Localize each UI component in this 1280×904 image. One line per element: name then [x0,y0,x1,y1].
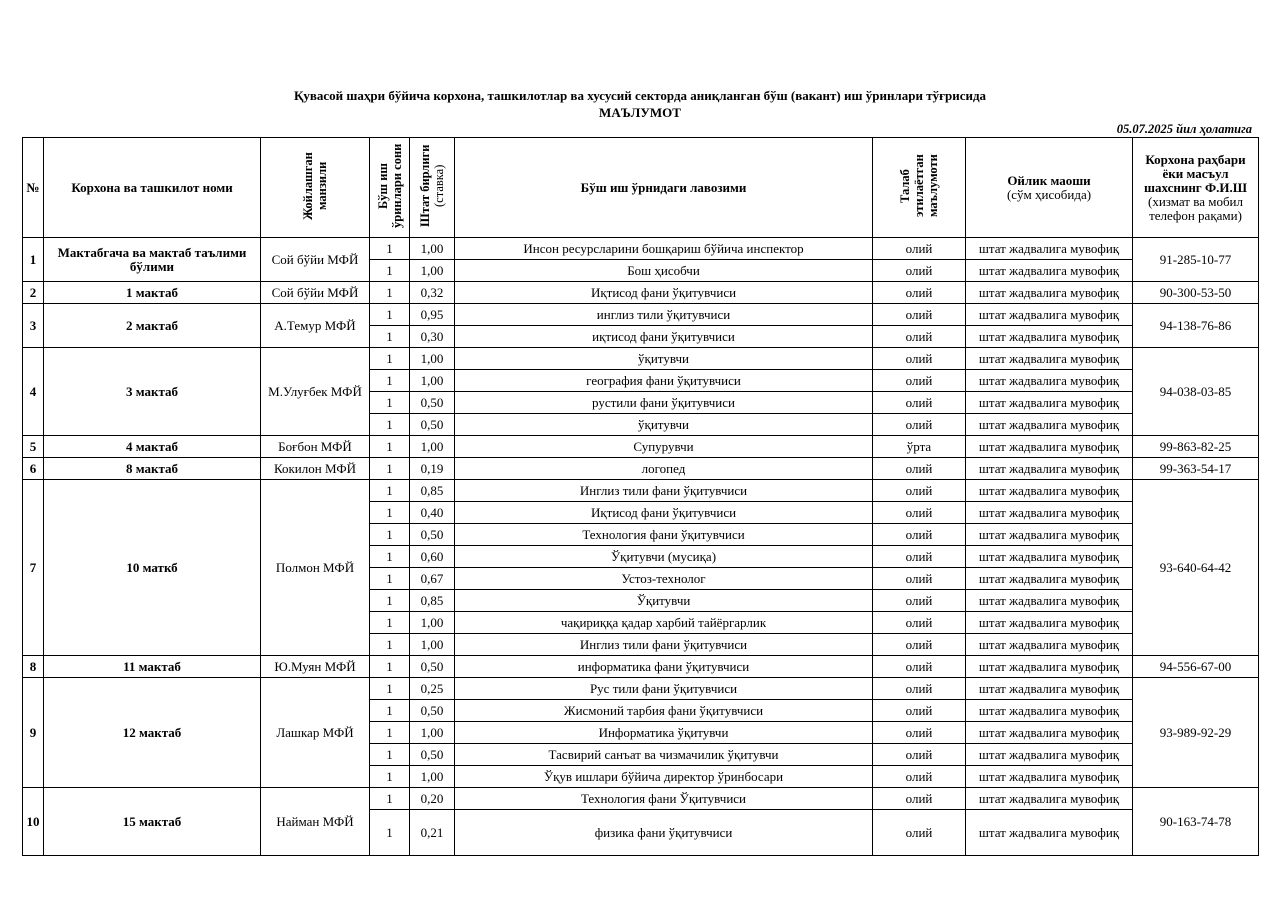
position-title: ўқитувчи [455,348,873,370]
vacancy-count: 1 [370,502,410,524]
position-title: Инсон ресурсларини бошқариш бўйича инспектор [455,238,873,260]
contact-phone: 99-863-82-25 [1133,436,1259,458]
staff-rate: 1,00 [410,348,455,370]
education-requirement: олий [873,678,966,700]
table-row [23,480,1259,502]
salary: штат жадвалига мувофиқ [966,678,1133,700]
staff-rate: 1,00 [410,370,455,392]
report-date: 05.07.2025 йил ҳолатига [1116,122,1252,136]
table-row [23,304,1259,326]
vacancy-count: 1 [370,348,410,370]
education-requirement: олий [873,700,966,722]
org-address: Сой бўйи МФЙ [261,282,370,304]
org-address: Полмон МФЙ [261,480,370,656]
contact-phone: 91-285-10-77 [1133,238,1259,282]
education-requirement: олий [873,546,966,568]
vacancy-count: 1 [370,304,410,326]
contact-phone: 99-363-54-17 [1133,458,1259,480]
org-address: А.Темур МФЙ [261,304,370,348]
salary: штат жадвалига мувофиқ [966,810,1133,856]
salary: штат жадвалига мувофиқ [966,656,1133,678]
position-title: Ўқитувчи (мусиқа) [455,546,873,568]
education-requirement: олий [873,392,966,414]
contact-phone: 94-138-76-86 [1133,304,1259,348]
education-requirement: олий [873,370,966,392]
education-requirement: олий [873,260,966,282]
salary: штат жадвалига мувофиқ [966,590,1133,612]
staff-rate: 0,85 [410,480,455,502]
position-title: Технология фани ўқитувчиси [455,524,873,546]
vacancy-count: 1 [370,436,410,458]
staff-rate: 1,00 [410,238,455,260]
staff-rate: 1,00 [410,260,455,282]
org-name: 3 мактаб [44,348,261,436]
staff-rate: 1,00 [410,722,455,744]
salary: штат жадвалига мувофиқ [966,766,1133,788]
row-number: 9 [23,678,44,788]
table-row [23,656,1259,678]
salary: штат жадвалига мувофиқ [966,326,1133,348]
row-number: 8 [23,656,44,678]
education-requirement: олий [873,590,966,612]
vacancy-count: 1 [370,414,410,436]
table-row [23,282,1259,304]
row-number: 1 [23,238,44,282]
education-requirement: олий [873,766,966,788]
table-row [23,348,1259,370]
position-title: рустили фани ўқитувчиси [455,392,873,414]
vacancy-count: 1 [370,788,410,810]
header-row [23,138,1259,238]
position-title: география фани ўқитувчиси [455,370,873,392]
salary: штат жадвалига мувофиқ [966,458,1133,480]
education-requirement: олий [873,634,966,656]
vacancy-count: 1 [370,700,410,722]
vacancy-count: 1 [370,744,410,766]
vacancy-count: 1 [370,678,410,700]
education-requirement: олий [873,524,966,546]
staff-rate: 1,00 [410,612,455,634]
position-title: иқтисод фани ўқитувчиси [455,326,873,348]
vacancy-count: 1 [370,612,410,634]
contact-phone: 93-640-64-42 [1133,480,1259,656]
table-row [23,678,1259,700]
position-title: Иқтисод фани ўқитувчиси [455,282,873,304]
salary: штат жадвалига мувофиқ [966,700,1133,722]
education-requirement: олий [873,502,966,524]
staff-rate: 1,00 [410,436,455,458]
table-row [23,458,1259,480]
staff-rate: 0,30 [410,326,455,348]
position-title: Инглиз тили фани ўқитувчиси [455,480,873,502]
staff-rate: 0,32 [410,282,455,304]
education-requirement: олий [873,238,966,260]
col-header-count: Бўш иш ўринлари сони [370,138,410,238]
education-requirement: олий [873,788,966,810]
staff-rate: 0,85 [410,590,455,612]
position-title: физика фани ўқитувчиси [455,810,873,856]
vacancy-count: 1 [370,326,410,348]
row-number: 6 [23,458,44,480]
vacancy-count: 1 [370,590,410,612]
vacancy-count: 1 [370,766,410,788]
position-title: информатика фани ўқитувчиси [455,656,873,678]
col-header-org: Корхона ва ташкилот номи [44,138,261,238]
vacancy-count: 1 [370,568,410,590]
salary: штат жадвалига мувофиқ [966,282,1133,304]
education-requirement: олий [873,612,966,634]
staff-rate: 0,95 [410,304,455,326]
position-title: чақириққа қадар харбий тайёргарлик [455,612,873,634]
contact-phone: 90-300-53-50 [1133,282,1259,304]
vacancy-count: 1 [370,260,410,282]
row-number: 5 [23,436,44,458]
staff-rate: 0,50 [410,700,455,722]
position-title: Тасвирий санъат ва чизмачилик ўқитувчи [455,744,873,766]
contact-phone: 94-038-03-85 [1133,348,1259,436]
staff-rate: 0,25 [410,678,455,700]
org-name: Мактабгача ва мактаб таълими бўлими [44,238,261,282]
org-address: Найман МФЙ [261,788,370,856]
staff-rate: 0,21 [410,810,455,856]
salary: штат жадвалига мувофиқ [966,546,1133,568]
org-address: Боғбон МФЙ [261,436,370,458]
staff-rate: 0,50 [410,414,455,436]
position-title: Ўқув ишлари бўйича директор ўринбосари [455,766,873,788]
vacancy-count: 1 [370,810,410,856]
vacancy-count: 1 [370,546,410,568]
row-number: 2 [23,282,44,304]
document-title: Қувасой шаҳри бўйича корхона, ташкилотлар ва хусусий секторда аниқланган бўш (вакант) иш ўринлари тўғрисида [293,88,987,103]
org-name: 8 мактаб [44,458,261,480]
position-title: Технология фани Ўқитувчиси [455,788,873,810]
education-requirement: олий [873,282,966,304]
position-title: Жисмоний тарбия фани ўқитувчиси [455,700,873,722]
education-requirement: олий [873,810,966,856]
col-header-contact: Корхона раҳбари ёки масъул шахснинг Ф.И.Ш (хизмат ва мобил телефон рақами) [1133,138,1259,238]
salary: штат жадвалига мувофиқ [966,392,1133,414]
salary: штат жадвалига мувофиқ [966,348,1133,370]
salary: штат жадвалига мувофиқ [966,612,1133,634]
education-requirement: олий [873,458,966,480]
staff-rate: 0,40 [410,502,455,524]
staff-rate: 1,00 [410,766,455,788]
contact-phone: 94-556-67-00 [1133,656,1259,678]
col-header-address: Жойлашган манзили [261,138,370,238]
education-requirement: олий [873,656,966,678]
vacancy-count: 1 [370,656,410,678]
staff-rate: 0,67 [410,568,455,590]
org-address: Лашкар МФЙ [261,678,370,788]
staff-rate: 0,50 [410,656,455,678]
position-title: Информатика ўқитувчи [455,722,873,744]
row-number: 7 [23,480,44,656]
staff-rate: 0,20 [410,788,455,810]
education-requirement: олий [873,744,966,766]
education-requirement: олий [873,326,966,348]
position-title: Инглиз тили фани ўқитувчиси [455,634,873,656]
vacancy-count: 1 [370,392,410,414]
table-row [23,788,1259,810]
staff-rate: 1,00 [410,634,455,656]
position-title: Иқтисод фани ўқитувчиси [455,502,873,524]
position-title: Ўқитувчи [455,590,873,612]
education-requirement: олий [873,304,966,326]
vacancy-count: 1 [370,282,410,304]
salary: штат жадвалига мувофиқ [966,370,1133,392]
vacancy-count: 1 [370,458,410,480]
col-header-position: Бўш иш ўрнидаги лавозими [455,138,873,238]
education-requirement: олий [873,348,966,370]
education-requirement: олий [873,722,966,744]
salary: штат жадвалига мувофиқ [966,260,1133,282]
salary: штат жадвалига мувофиқ [966,524,1133,546]
vacancy-count: 1 [370,722,410,744]
vacancy-count: 1 [370,370,410,392]
org-name: 10 маткб [44,480,261,656]
org-name: 1 мактаб [44,282,261,304]
org-name: 12 мактаб [44,678,261,788]
salary: штат жадвалига мувофиқ [966,304,1133,326]
vacancy-count: 1 [370,480,410,502]
col-header-salary: Ойлик маоши (сўм ҳисобида) [966,138,1133,238]
col-header-num: № [23,138,44,238]
salary: штат жадвалига мувофиқ [966,744,1133,766]
org-name: 11 мактаб [44,656,261,678]
vacancy-count: 1 [370,238,410,260]
org-address: М.Улуғбек МФЙ [261,348,370,436]
staff-rate: 0,50 [410,392,455,414]
education-requirement: олий [873,480,966,502]
position-title: Супурувчи [455,436,873,458]
position-title: ўқитувчи [455,414,873,436]
position-title: Устоз-технолог [455,568,873,590]
salary: штат жадвалига мувофиқ [966,480,1133,502]
position-title: логопед [455,458,873,480]
salary: штат жадвалига мувофиқ [966,634,1133,656]
salary: штат жадвалига мувофиқ [966,568,1133,590]
staff-rate: 0,60 [410,546,455,568]
vacancy-count: 1 [370,634,410,656]
salary: штат жадвалига мувофиқ [966,238,1133,260]
col-header-rate: Штат бирлиги (ставка) [410,138,455,238]
staff-rate: 0,50 [410,744,455,766]
staff-rate: 0,50 [410,524,455,546]
row-number: 10 [23,788,44,856]
salary: штат жадвалига мувофиқ [966,502,1133,524]
table-row [23,238,1259,260]
org-name: 2 мактаб [44,304,261,348]
education-requirement: ўрта [873,436,966,458]
salary: штат жадвалига мувофиқ [966,436,1133,458]
table-body [23,238,1259,856]
position-title: Бош ҳисобчи [455,260,873,282]
org-address: Кокилон МФЙ [261,458,370,480]
position-title: Рус тили фани ўқитувчиси [455,678,873,700]
org-address: Ю.Муян МФЙ [261,656,370,678]
salary: штат жадвалига мувофиқ [966,788,1133,810]
org-address: Сой бўйи МФЙ [261,238,370,282]
org-name: 15 мактаб [44,788,261,856]
row-number: 3 [23,304,44,348]
vacancies-table [22,137,1259,856]
contact-phone: 93-989-92-29 [1133,678,1259,788]
vacancy-count: 1 [370,524,410,546]
org-name: 4 мактаб [44,436,261,458]
row-number: 4 [23,348,44,436]
staff-rate: 0,19 [410,458,455,480]
salary: штат жадвалига мувофиқ [966,722,1133,744]
education-requirement: олий [873,414,966,436]
position-title: инглиз тили ўқитувчиси [455,304,873,326]
document-subtitle: МАЪЛУМОТ [599,105,681,120]
contact-phone: 90-163-74-78 [1133,788,1259,856]
col-header-education: Талаб этилаётган маълумоти [873,138,966,238]
table-row [23,436,1259,458]
salary: штат жадвалига мувофиқ [966,414,1133,436]
education-requirement: олий [873,568,966,590]
